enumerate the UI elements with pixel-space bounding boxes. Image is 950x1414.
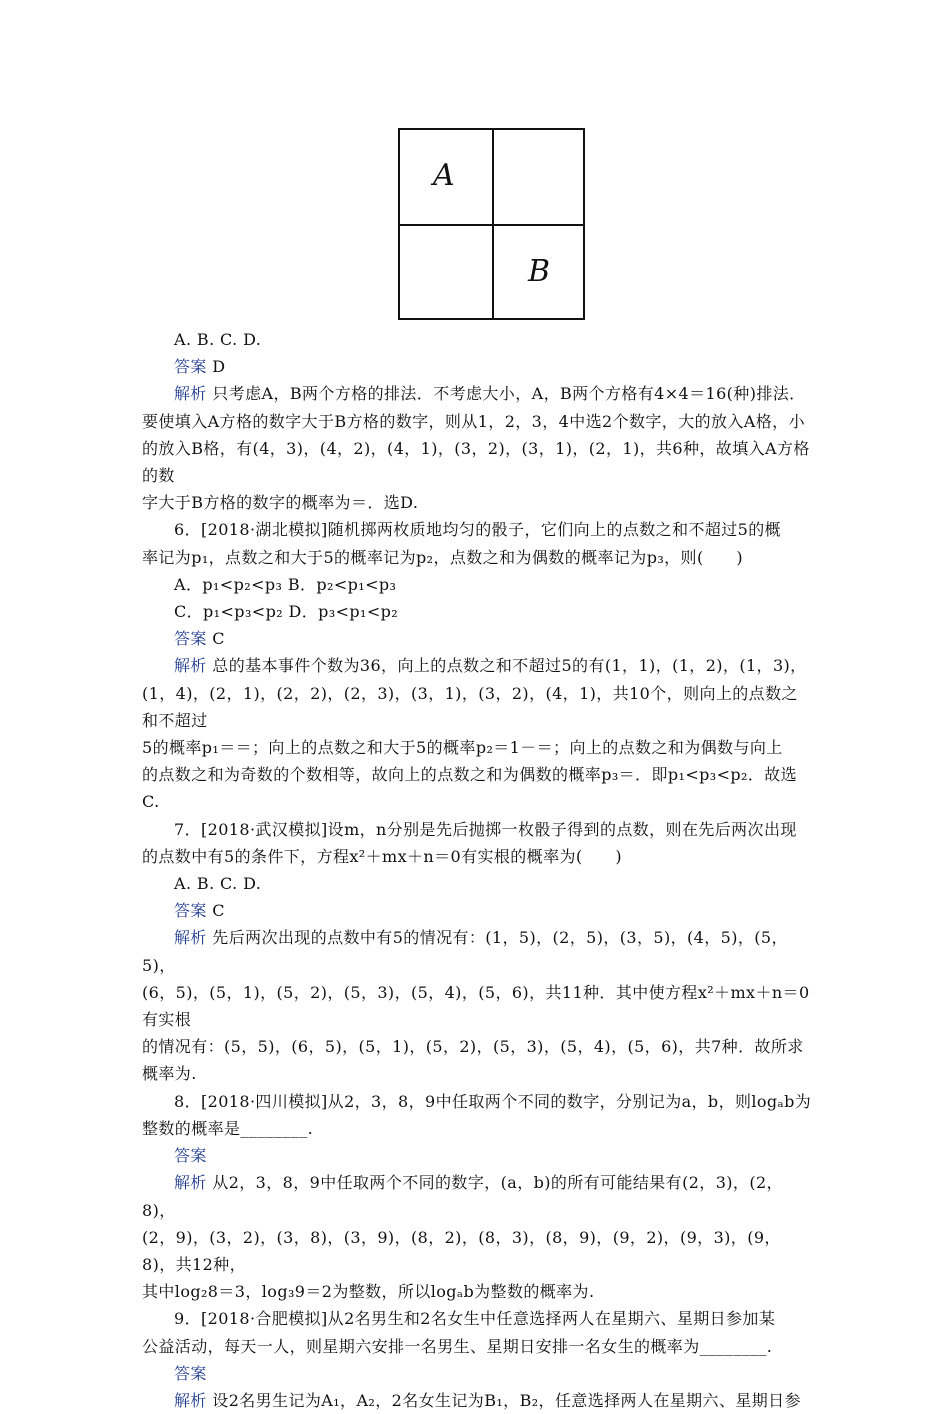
solution-tag: 解析 — [174, 928, 207, 948]
line-text: C．p₁<p₃<p₂ D．p₃<p₁<p₂ — [174, 602, 399, 622]
line-text: D — [206, 357, 226, 377]
cell-label-b: B — [528, 254, 551, 289]
line-text: 公益活动，每天一人，则星期六安排一名男生、星期日安排一名女生的概率为________. — [142, 1336, 773, 1356]
line-text: A. B. C. D. — [174, 330, 262, 349]
text-line — [142, 353, 814, 380]
line-text: 整数的概率是________. — [142, 1118, 314, 1138]
cell-label-a: A — [433, 158, 455, 193]
solution-tag: 解析 — [174, 1390, 207, 1410]
line-text: 9．[2018·合肥模拟]从2名男生和2名女生中任意选择两人在星期六、星期日参加某 — [174, 1309, 776, 1329]
line-text: (1，4)，(2，1)，(2，2)，(2，3)，(3，1)，(3，2)，(4，1)，共10个，则向上的点数之和不超过 — [142, 683, 798, 730]
text-line — [142, 924, 814, 978]
probability-grid-figure — [398, 128, 585, 320]
text-line — [142, 1115, 814, 1142]
text-line — [142, 1224, 814, 1278]
text-line — [142, 489, 814, 516]
text-line — [142, 870, 814, 897]
line-text: 总的基本事件个数为36，向上的点数之和不超过5的有(1，1)，(1，2)，(1，3)， — [206, 656, 807, 676]
line-text: 率记为p₁，点数之和大于5的概率记为p₂，点数之和为偶数的概率记为p₃，则( ) — [142, 547, 744, 567]
answer-tag: 答案 — [174, 357, 207, 377]
solution-tag: 解析 — [174, 1173, 207, 1193]
text-line — [142, 1169, 814, 1223]
line-text: 只考虑A，B两个方格的排法．不考虑大小，A，B两个方格有4×4＝16(种)排法． — [206, 384, 806, 404]
text-line — [142, 1033, 814, 1087]
text-line — [142, 761, 814, 815]
solution-tag: 解析 — [174, 656, 207, 676]
line-text: 的点数中有5的条件下，方程x²＋mx＋n＝0有实根的概率为( ) — [142, 846, 622, 866]
text-line — [142, 1088, 814, 1115]
line-text: (6，5)，(5，1)，(5，2)，(5，3)，(5，4)，(5，6)，共11种．其中使方程x²＋mx＋n＝0有实根 — [142, 982, 810, 1030]
text-line — [142, 326, 814, 353]
text-line — [142, 734, 814, 761]
line-text: C — [206, 901, 225, 921]
line-text: 7．[2018·武汉模拟]设m，n分别是先后抛掷一枚骰子得到的点数，则在先后两次出现 — [174, 819, 797, 839]
text-line — [142, 1142, 814, 1169]
grid-horizontal-line — [400, 224, 583, 226]
text-line — [142, 979, 814, 1033]
answer-tag: 答案 — [174, 901, 207, 921]
text-line — [142, 1387, 814, 1414]
answer-tag: 答案 — [174, 1363, 207, 1383]
text-line — [142, 680, 814, 734]
text-line — [142, 625, 814, 652]
line-text: 先后两次出现的点数中有5的情况有：(1，5)，(2，5)，(3，5)，(4，5)，(5，5)， — [142, 928, 788, 975]
line-text: 8．[2018·四川模拟]从2，3，8，9中任取两个不同的数字，分别记为a，b，则logₐb为 — [174, 1091, 812, 1111]
text-line — [142, 1360, 814, 1387]
line-text: A．p₁<p₂<p₃ B．p₂<p₁<p₃ — [174, 574, 397, 594]
text-line — [142, 544, 814, 571]
document-body — [142, 326, 814, 1414]
text-line — [142, 408, 814, 435]
answer-tag: 答案 — [174, 629, 207, 649]
line-text: 设2名男生记为A₁，A₂，2名女生记为B₁，B₂，任意选择两人在星期六、星期日参 — [206, 1390, 801, 1410]
line-text: 的情况有：(5，5)，(6，5)，(5，1)，(5，2)，(5，3)，(5，4)，(5，6)，共7种．故所求概率为. — [142, 1037, 804, 1084]
line-text: (2，9)，(3，2)，(3，8)，(3，9)，(8，2)，(8，3)，(8，9)，(9，2)，(9，3)，(9，8)，共12种， — [142, 1227, 781, 1274]
line-text: 从2，3，8，9中任取两个不同的数字，(a，b)的所有可能结果有(2，3)，(2，8)， — [142, 1173, 783, 1220]
text-line — [142, 598, 814, 625]
text-line — [142, 435, 814, 489]
line-text: 其中log₂8＝3，log₃9＝2为整数，所以logₐb为整数的概率为. — [142, 1282, 595, 1302]
line-text: 的点数之和为奇数的个数相等，故向上的点数之和为偶数的概率p₃＝．即p₁<p₃<p₂．故选C. — [142, 765, 798, 812]
line-text: 6．[2018·湖北模拟]随机掷两枚质地均匀的骰子，它们向上的点数之和不超过5的概 — [174, 520, 782, 540]
line-text: 要使填入A方格的数字大于B方格的数字，则从1，2，3，4中选2个数字，大的放入A格，小 — [142, 411, 805, 431]
text-line — [142, 1305, 814, 1332]
text-line — [142, 571, 814, 598]
text-line — [142, 843, 814, 870]
line-text: 的放入B格，有(4，3)，(4，2)，(4，1)，(3，2)，(3，1)，(2，1)，共6种，故填入A方格的数 — [142, 438, 810, 486]
text-line — [142, 1278, 814, 1305]
text-line — [142, 897, 814, 924]
solution-tag: 解析 — [174, 384, 207, 404]
line-text: C — [206, 629, 225, 649]
line-text: A. B. C. D. — [174, 874, 262, 894]
answer-tag: 答案 — [174, 1146, 207, 1166]
text-line — [142, 380, 814, 407]
line-text: 字大于B方格的数字的概率为＝．选D. — [142, 493, 419, 513]
text-line — [142, 516, 814, 543]
text-line — [142, 816, 814, 843]
text-line — [142, 652, 814, 679]
text-line — [142, 1333, 814, 1360]
line-text: 5的概率p₁＝＝；向上的点数之和大于5的概率p₂＝1－＝；向上的点数之和为偶数与向上 — [142, 738, 783, 758]
